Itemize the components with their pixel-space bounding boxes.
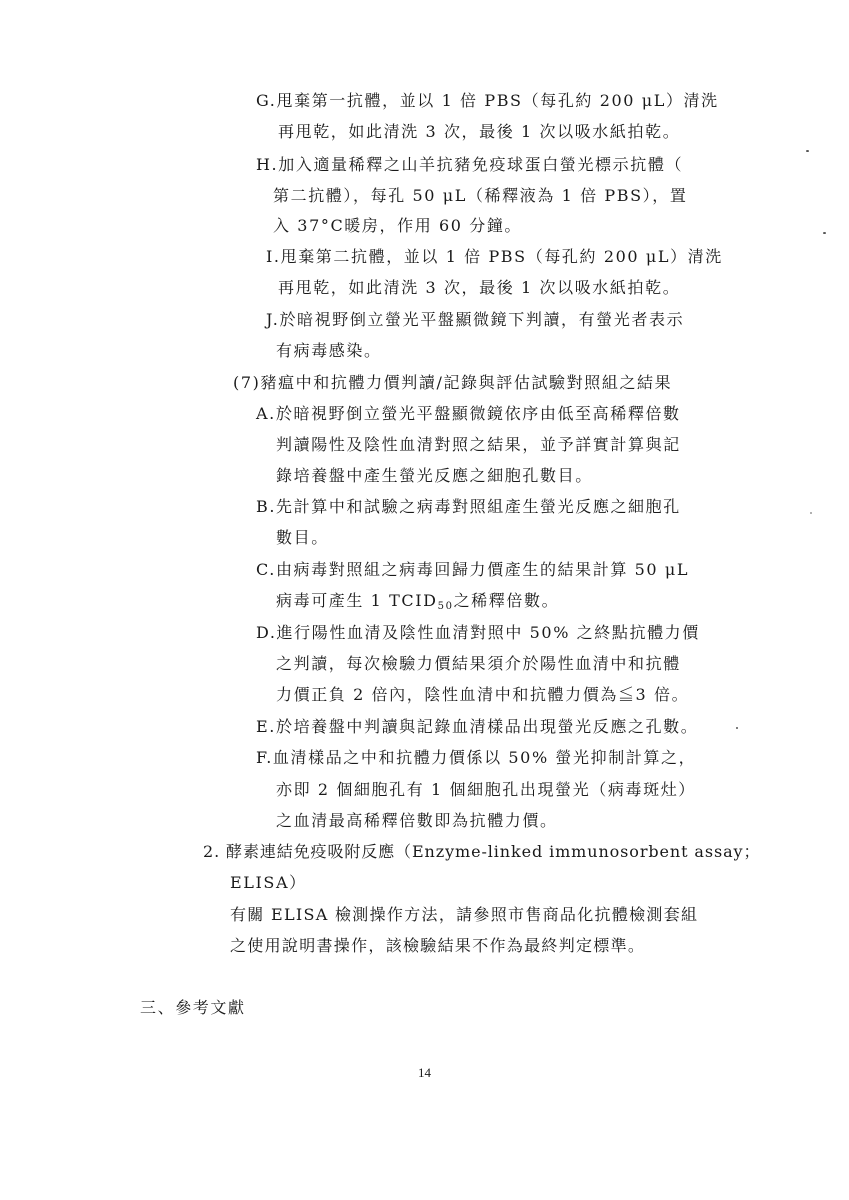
item-g-line2: 再甩乾，如此清洗 3 次，最後 1 次以吸水紙拍乾。 <box>278 122 681 141</box>
tcid-subscript: 50 <box>437 601 454 612</box>
item-a-line3: 錄培養盤中產生螢光反應之細胞孔數目。 <box>276 466 593 485</box>
item-f-line3: 之血清最高稀釋倍數即為抗體力價。 <box>276 811 558 830</box>
item-c-line2-before: 病毒可產生 1 TCID <box>276 591 438 610</box>
item-h-line2: 第二抗體），每孔 50 μL（稀釋液為 1 倍 PBS），置 <box>273 186 688 205</box>
section-2-heading-line1: 2. 酵素連結免疫吸附反應（Enzyme-linked immunosorbent assay； <box>203 842 761 861</box>
scan-speck <box>823 232 826 234</box>
item-j-line2: 有病毒感染。 <box>276 341 382 360</box>
item-b-line2: 數目。 <box>276 528 329 547</box>
item-f-line1: F.血清樣品之中和抗體力價係以 50% 螢光抑制計算之， <box>256 748 697 767</box>
page-number: 14 <box>418 1065 431 1080</box>
item-e-line1: E.於培養盤中判讀與記錄血清樣品出現螢光反應之孔數。 <box>256 717 699 736</box>
item-a-line2: 判讀陽性及陰性血清對照之結果，並予詳實計算與記 <box>276 435 681 454</box>
section-2-heading-line2: ELISA） <box>230 873 307 892</box>
item-d-line1: D.進行陽性血清及陰性血清對照中 50% 之終點抗體力價 <box>256 623 700 642</box>
scan-speck <box>806 150 809 152</box>
section-7-heading: (7)豬瘟中和抗體力價判讀/記錄與評估試驗對照組之結果 <box>233 373 673 392</box>
item-c-line1: C.由病毒對照組之病毒回歸力價產生的結果計算 50 μL <box>256 560 690 579</box>
item-j-line1: J.於暗視野倒立螢光平盤顯微鏡下判讀，有螢光者表示 <box>266 310 685 329</box>
item-b-line1: B.先計算中和試驗之病毒對照組產生螢光反應之細胞孔 <box>256 497 681 516</box>
item-c-line2 <box>276 590 559 612</box>
scan-speck <box>810 512 812 514</box>
item-i-line2: 再甩乾，如此清洗 3 次，最後 1 次以吸水紙拍乾。 <box>278 278 681 297</box>
item-c-line2-after: 之稀釋倍數。 <box>453 591 560 610</box>
item-i-line1: I.甩棄第二抗體，並以 1 倍 PBS（每孔約 200 μL）清洗 <box>266 247 723 266</box>
item-a-line1: A.於暗視野倒立螢光平盤顯微鏡依序由低至高稀釋倍數 <box>256 404 681 423</box>
scan-speck <box>736 727 738 729</box>
section-3-heading: 三、參考文獻 <box>140 998 246 1017</box>
section-2-body-line2: 之使用說明書操作，該檢驗結果不作為最終判定標準。 <box>230 936 646 955</box>
item-d-line3: 力價正負 2 倍內，陰性血清中和抗體力價為≦3 倍。 <box>276 685 690 704</box>
section-2-body-line1: 有關 ELISA 檢測操作方法，請參照市售商品化抗體檢測套組 <box>230 905 699 924</box>
item-d-line2: 之判讀，每次檢驗力價結果須介於陽性血清中和抗體 <box>276 654 681 673</box>
item-f-line2: 亦即 2 個細胞孔有 1 個細胞孔出現螢光（病毒斑灶） <box>276 780 696 799</box>
item-h-line1: H.加入適量稀釋之山羊抗豬免疫球蛋白螢光標示抗體（ <box>256 155 684 174</box>
item-g-line1: G.甩棄第一抗體，並以 1 倍 PBS（每孔約 200 μL）清洗 <box>256 91 719 110</box>
item-h-line3: 入 37°C暖房，作用 60 分鐘。 <box>273 216 523 235</box>
